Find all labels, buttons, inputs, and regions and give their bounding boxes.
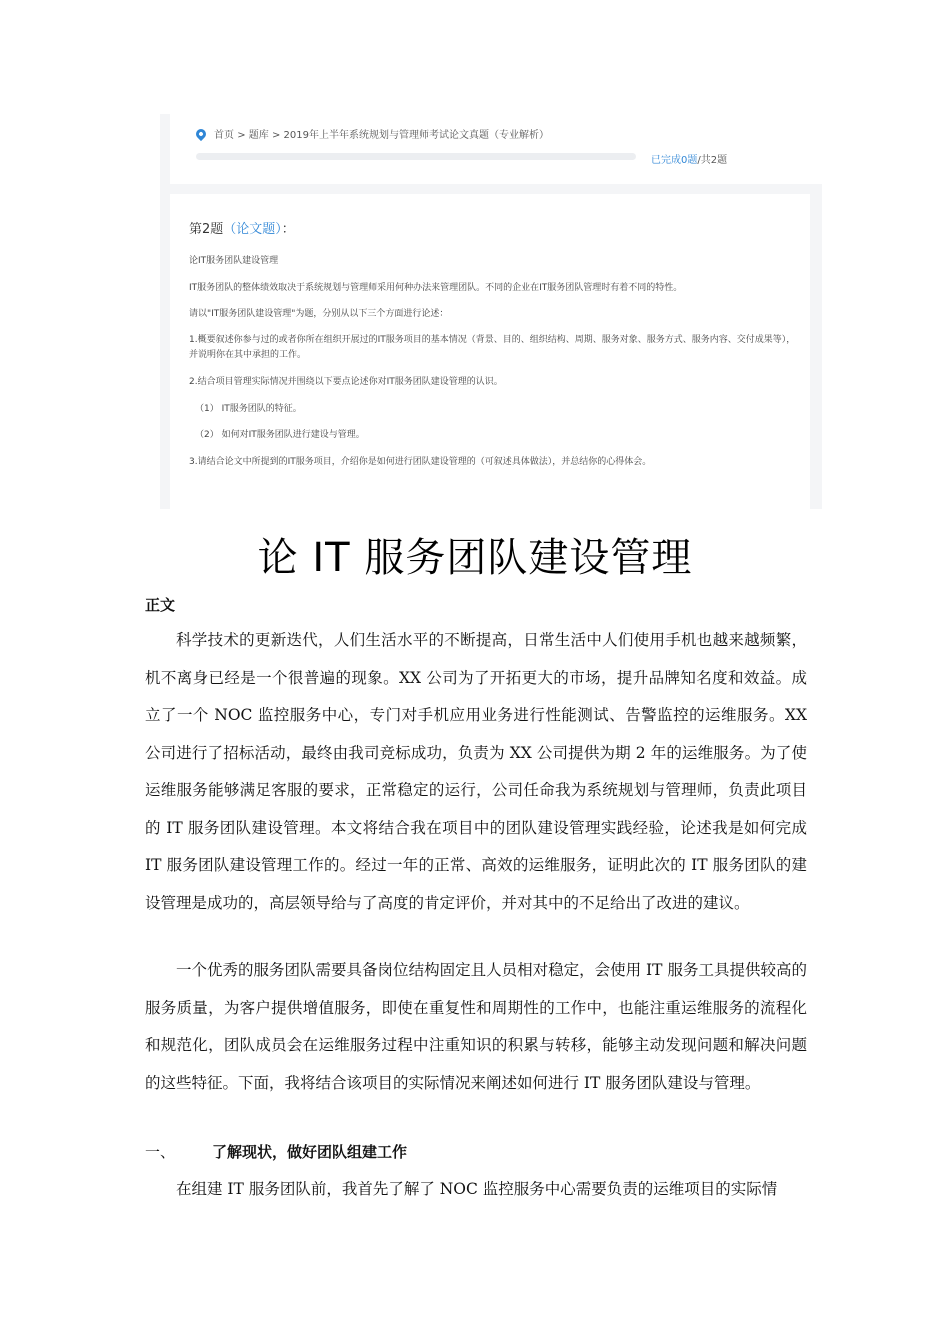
breadcrumb-bar	[170, 114, 822, 184]
section-heading-text: 了解现状，做好团队组建工作	[212, 1143, 408, 1161]
location-pin-icon	[194, 127, 208, 141]
question-line: （2） 如何对IT服务团队进行建设与管理。	[195, 430, 365, 440]
question-line: 论IT服务团队建设管理	[189, 256, 279, 266]
breadcrumb-question-bank[interactable]: 题库	[248, 130, 269, 141]
question-line: （1） IT服务团队的特征。	[195, 404, 302, 414]
question-line: IT服务团队的整体绩效取决于系统规划与管理师采用何种办法来管理团队。不同的企业在IT服务团队管理时有着不同的特性。	[189, 283, 683, 293]
question-type: （论文题）	[223, 222, 282, 237]
section-heading	[145, 1141, 407, 1162]
section-heading-number: 一、	[145, 1143, 176, 1161]
document-title: 论 IT 服务团队建设管理	[257, 535, 693, 581]
paragraph	[145, 1171, 807, 1209]
breadcrumb-separator: >	[271, 130, 281, 141]
breadcrumb-home[interactable]: 首页	[214, 130, 234, 141]
progress-label: 已完成0题	[651, 155, 698, 166]
question-line: 3.请结合论文中所提到的IT服务项目，介绍你是如何进行团队建设管理的（可叙述具体做法），并总结你的心得体会。	[189, 457, 652, 467]
paragraph-text: 科学技术的更新迭代，人们生活水平的不断提高，日常生活中人们使用手机也越来越频繁，机不离身已经是一个很普遍的现象。XX 公司为了开拓更大的市场，提升品牌知名度和效益。成立了一个 NOC 监控服务中心，专门对手机应用业务进行性能测试、告警监控的运维服务。XX 公司进行了招标活动，最终由我司竞标成功，负责为 XX 公司提供为期 2 年的运维服务。为了使运维服务能够满足客服的要求，正常稳定的运行，公司任命我为系统规划与管理师，负责此项目的 IT 服务团队建设管理。本文将结合我在项目中的团队建设管理实践经验，论述我是如何完成 IT 服务团队建设管理工作的。经过一年的正常、高效的运维服务，证明此次的 IT 服务团队的建设管理是成功的，高层领导给与了高度的肯定评价，并对其中的不足给出了改进的建议。	[145, 631, 807, 912]
paragraph	[145, 622, 807, 922]
paragraph-text: 一个优秀的服务团队需要具备岗位结构固定且人员相对稳定，会使用 IT 服务工具提供较高的服务质量，为客户提供增值服务，即使在重复性和周期性的工作中，也能注重运维服务的流程化和规范化，团队成员会在运维服务过程中注重知识的积累与转移，能够主动发现问题和解决问题的这些特征。下面，我将结合该项目的实际情况来阐述如何进行 IT 服务团队建设与管理。	[145, 961, 807, 1092]
question-card	[170, 194, 810, 509]
breadcrumb	[214, 126, 549, 141]
section-label: 正文	[145, 596, 176, 614]
question-line: 2.结合项目管理实际情况并围绕以下要点论述你对IT服务团队建设管理的认识。	[189, 377, 503, 387]
breadcrumb-separator: >	[237, 130, 246, 141]
question-title	[189, 218, 295, 237]
paragraph	[145, 952, 807, 1102]
question-line: 请以"IT服务团队建设管理"为题，分别从以下三个方面进行论述：	[189, 309, 449, 319]
breadcrumb-exam: 2019年上半年系统规划与管理师考试论文真题（专业解析）	[283, 130, 549, 141]
embedded-screenshot	[160, 114, 822, 509]
progress-bar	[196, 153, 636, 160]
question-line: 1.概要叙述你参与过的或者你所在组织开展过的IT服务项目的基本情况（背景、目的、组织结构、周期、服务对象、服务方式、服务内容、交付成果等），并说明你在其中承担的工作。	[189, 335, 796, 360]
question-colon: ：	[281, 222, 295, 237]
progress-text	[651, 151, 727, 166]
progress-total: /共2题	[697, 155, 728, 166]
paragraph-text: 在组建 IT 服务团队前，我首先了解了 NOC 监控服务中心需要负责的运维项目的实际情	[176, 1180, 778, 1198]
question-number: 第2题	[189, 222, 224, 237]
